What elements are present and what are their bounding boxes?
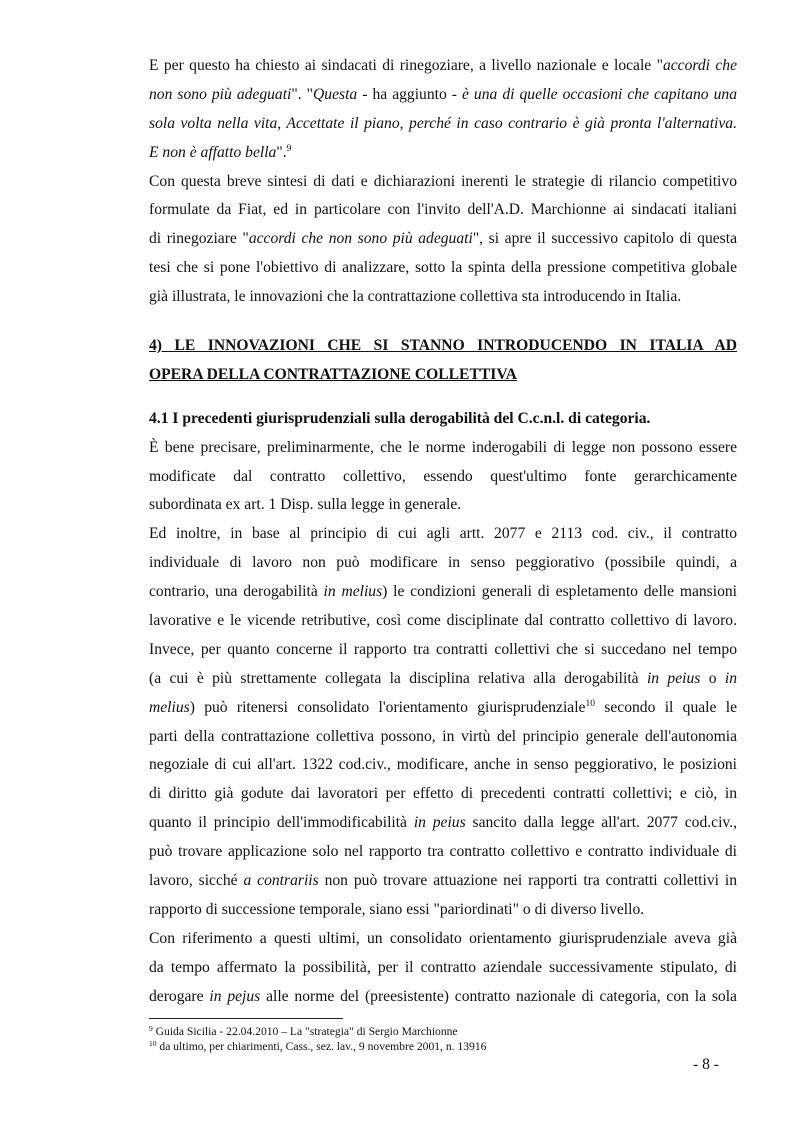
section-heading-line-1: 4) LE INNOVAZIONI CHE SI STANNO INTRODUCENDO IN ITALIA AD xyxy=(149,337,737,355)
italic-text: in peius xyxy=(646,669,701,687)
text-line xyxy=(149,225,737,254)
paragraph-intro xyxy=(149,52,737,312)
text-line xyxy=(149,196,737,225)
text-segment: quanto il principio dell'immodificabilità xyxy=(149,814,414,832)
paragraph-main xyxy=(149,434,737,1012)
text-segment: di rinegoziare " xyxy=(149,230,249,248)
italic-text: E non è affatto bella xyxy=(149,143,277,161)
text-line xyxy=(149,983,737,1012)
text-line xyxy=(149,723,737,752)
italic-text: a contrariis xyxy=(243,872,319,890)
footnote-separator xyxy=(149,1018,343,1019)
italic-text: in xyxy=(724,669,737,687)
text-line xyxy=(149,283,737,312)
italic-text: sola volta nella vita, Accettate il piano, perché in caso contrario è già pronta l'alternativa. xyxy=(149,114,737,132)
italic-text: non sono più adeguati xyxy=(149,85,292,103)
text-segment: alle norme del (preesistente) contratto nazionale di categoria, con la sola xyxy=(260,987,737,1005)
text-segment: sancito dalla legge all'art. 2077 cod.civ., xyxy=(465,814,738,832)
text-line xyxy=(149,549,737,578)
text-segment: rapporto di successione temporale, siano essi "pariordinati" o di diverso livello. xyxy=(149,900,645,918)
text-segment: - ha aggiunto - xyxy=(357,85,462,103)
footnote-text: da ultimo, per chiarimenti, Cass., sez. lav., 9 novembre 2001, n. 13916 xyxy=(156,1040,487,1053)
text-segment: È bene precisare, preliminarmente, che le norme inderogabili di legge non possono essere xyxy=(149,438,737,456)
italic-text: in melius xyxy=(323,583,383,601)
section-heading-line-2: OPERA DELLA CONTRATTAZIONE COLLETTIVA xyxy=(149,365,517,383)
text-segment: ) può ritenersi consolidato l'orientamento giurisprudenziale xyxy=(189,698,586,716)
document-page xyxy=(149,52,737,1012)
italic-text: melius xyxy=(149,698,190,716)
text-segment: parti della contrattazione collettiva possono, in virtù del principio generale dell'autonomia xyxy=(149,727,737,745)
text-line xyxy=(149,896,737,925)
text-line xyxy=(149,665,737,694)
text-segment: già illustrata, le innovazioni che la contrattazione collettiva sta introducendo in Italia. xyxy=(149,288,682,306)
text-segment: individuale di lavoro non può modificare in senso peggiorativo (possibile quindi, a xyxy=(149,554,737,572)
text-line xyxy=(149,81,737,110)
italic-text: Questa xyxy=(313,85,358,103)
text-segment: contrario, una derogabilità xyxy=(149,583,324,601)
text-line xyxy=(149,254,737,283)
text-line xyxy=(149,520,737,549)
text-segment: formulate da Fiat, ed in particolare con l'invito dell'A.D. Marchionne ai sindacati italiani xyxy=(149,201,737,219)
footnote-9 xyxy=(149,1025,458,1039)
text-line xyxy=(149,636,737,665)
text-segment: ". " xyxy=(291,85,314,103)
text-segment: Con questa breve sintesi di dati e dichiarazioni inerenti le strategie di rilancio competitivo xyxy=(149,172,737,190)
italic-text: è una di quelle occasioni che capitano una xyxy=(461,85,737,103)
text-segment: derogare xyxy=(149,987,210,1005)
text-segment: lavoro, sicché xyxy=(149,872,244,890)
text-line xyxy=(149,434,737,463)
footnote-number: 10 xyxy=(149,1039,157,1048)
text-segment: tesi che si pone l'obiettivo di analizzare, sotto la spinta della pressione competitiva globale xyxy=(149,259,737,277)
text-segment: negoziale di cui all'art. 1322 cod.civ., modificare, anche in senso peggiorativo, le posizioni xyxy=(149,756,737,774)
text-line xyxy=(149,954,737,983)
text-segment: secondo il quale le xyxy=(594,698,737,716)
text-line xyxy=(149,867,737,896)
italic-text: accordi che xyxy=(662,57,738,74)
text-segment: da tempo affermato la possibilità, per il contratto aziendale successivamente stipulato, di xyxy=(149,958,737,976)
text-line xyxy=(149,838,737,867)
italic-text: in peius xyxy=(413,814,466,832)
footnote-reference: 10 xyxy=(585,698,595,709)
text-segment: o xyxy=(700,669,725,687)
text-segment: E per questo ha chiesto ai sindacati di rinegoziare, a livello nazionale e locale " xyxy=(149,57,663,74)
text-segment: Con riferimento a questi ultimi, un consolidato orientamento giurisprudenziale aveva già xyxy=(149,929,737,947)
text-line xyxy=(149,578,737,607)
text-line xyxy=(149,751,737,780)
text-segment: di diritto già godute dai lavoratori per effetto di precedenti contratti collettivi; e ciò, in xyxy=(149,785,737,803)
text-line xyxy=(149,139,737,168)
text-line xyxy=(149,607,737,636)
text-segment: lavorative e le vicende retributive, così come disciplinate dal contratto collettivo di lavoro. xyxy=(149,612,737,630)
text-segment: subordinata ex art. 1 Disp. sulla legge in generale. xyxy=(149,496,462,514)
text-segment: ", si apre il successivo capitolo di questa xyxy=(472,230,737,248)
footnote-reference: 9 xyxy=(286,143,292,154)
text-line xyxy=(149,52,737,81)
text-segment: Invece, per quanto concerne il rapporto tra contratti collettivi che si succedano nel tempo xyxy=(149,640,737,658)
text-segment: può trovare applicazione solo nel rapporto tra contratto collettivo e contratto individuale di xyxy=(149,843,737,861)
text-line xyxy=(149,694,737,723)
text-segment: ". xyxy=(276,143,287,161)
text-segment: Ed inoltre, in base al principio di cui agli artt. 2077 e 2113 cod. civ., il contratto xyxy=(149,525,737,543)
text-line xyxy=(149,809,737,838)
text-line xyxy=(149,463,737,492)
page-number: - 8 - xyxy=(693,1056,719,1073)
footnote-number: 9 xyxy=(149,1024,153,1033)
text-segment: (a cui è più strettamente collegata la disciplina relativa alla derogabilità xyxy=(149,669,647,687)
footnote-text: Guida Sicilia - 22.04.2010 – La "strategia" di Sergio Marchionne xyxy=(152,1025,458,1038)
text-line xyxy=(149,110,737,139)
italic-text: accordi che non sono più adeguati xyxy=(248,230,473,248)
text-segment: ) le condizioni generali di espletamento delle mansioni xyxy=(382,583,737,601)
italic-text: in pejus xyxy=(209,987,261,1005)
text-line xyxy=(149,780,737,809)
text-line xyxy=(149,168,737,197)
text-segment: modificate dal contratto collettivo, essendo quest'ultimo fonte gerarchicamente xyxy=(149,467,737,485)
subsection-heading: 4.1 I precedenti giurisprudenziali sulla derogabilità del C.c.n.l. di categoria. xyxy=(149,409,651,427)
text-segment: non può trovare attuazione nei rapporti tra contratti collettivi in xyxy=(318,872,737,890)
text-line xyxy=(149,925,737,954)
footnote-10 xyxy=(149,1040,486,1054)
text-line xyxy=(149,491,737,520)
